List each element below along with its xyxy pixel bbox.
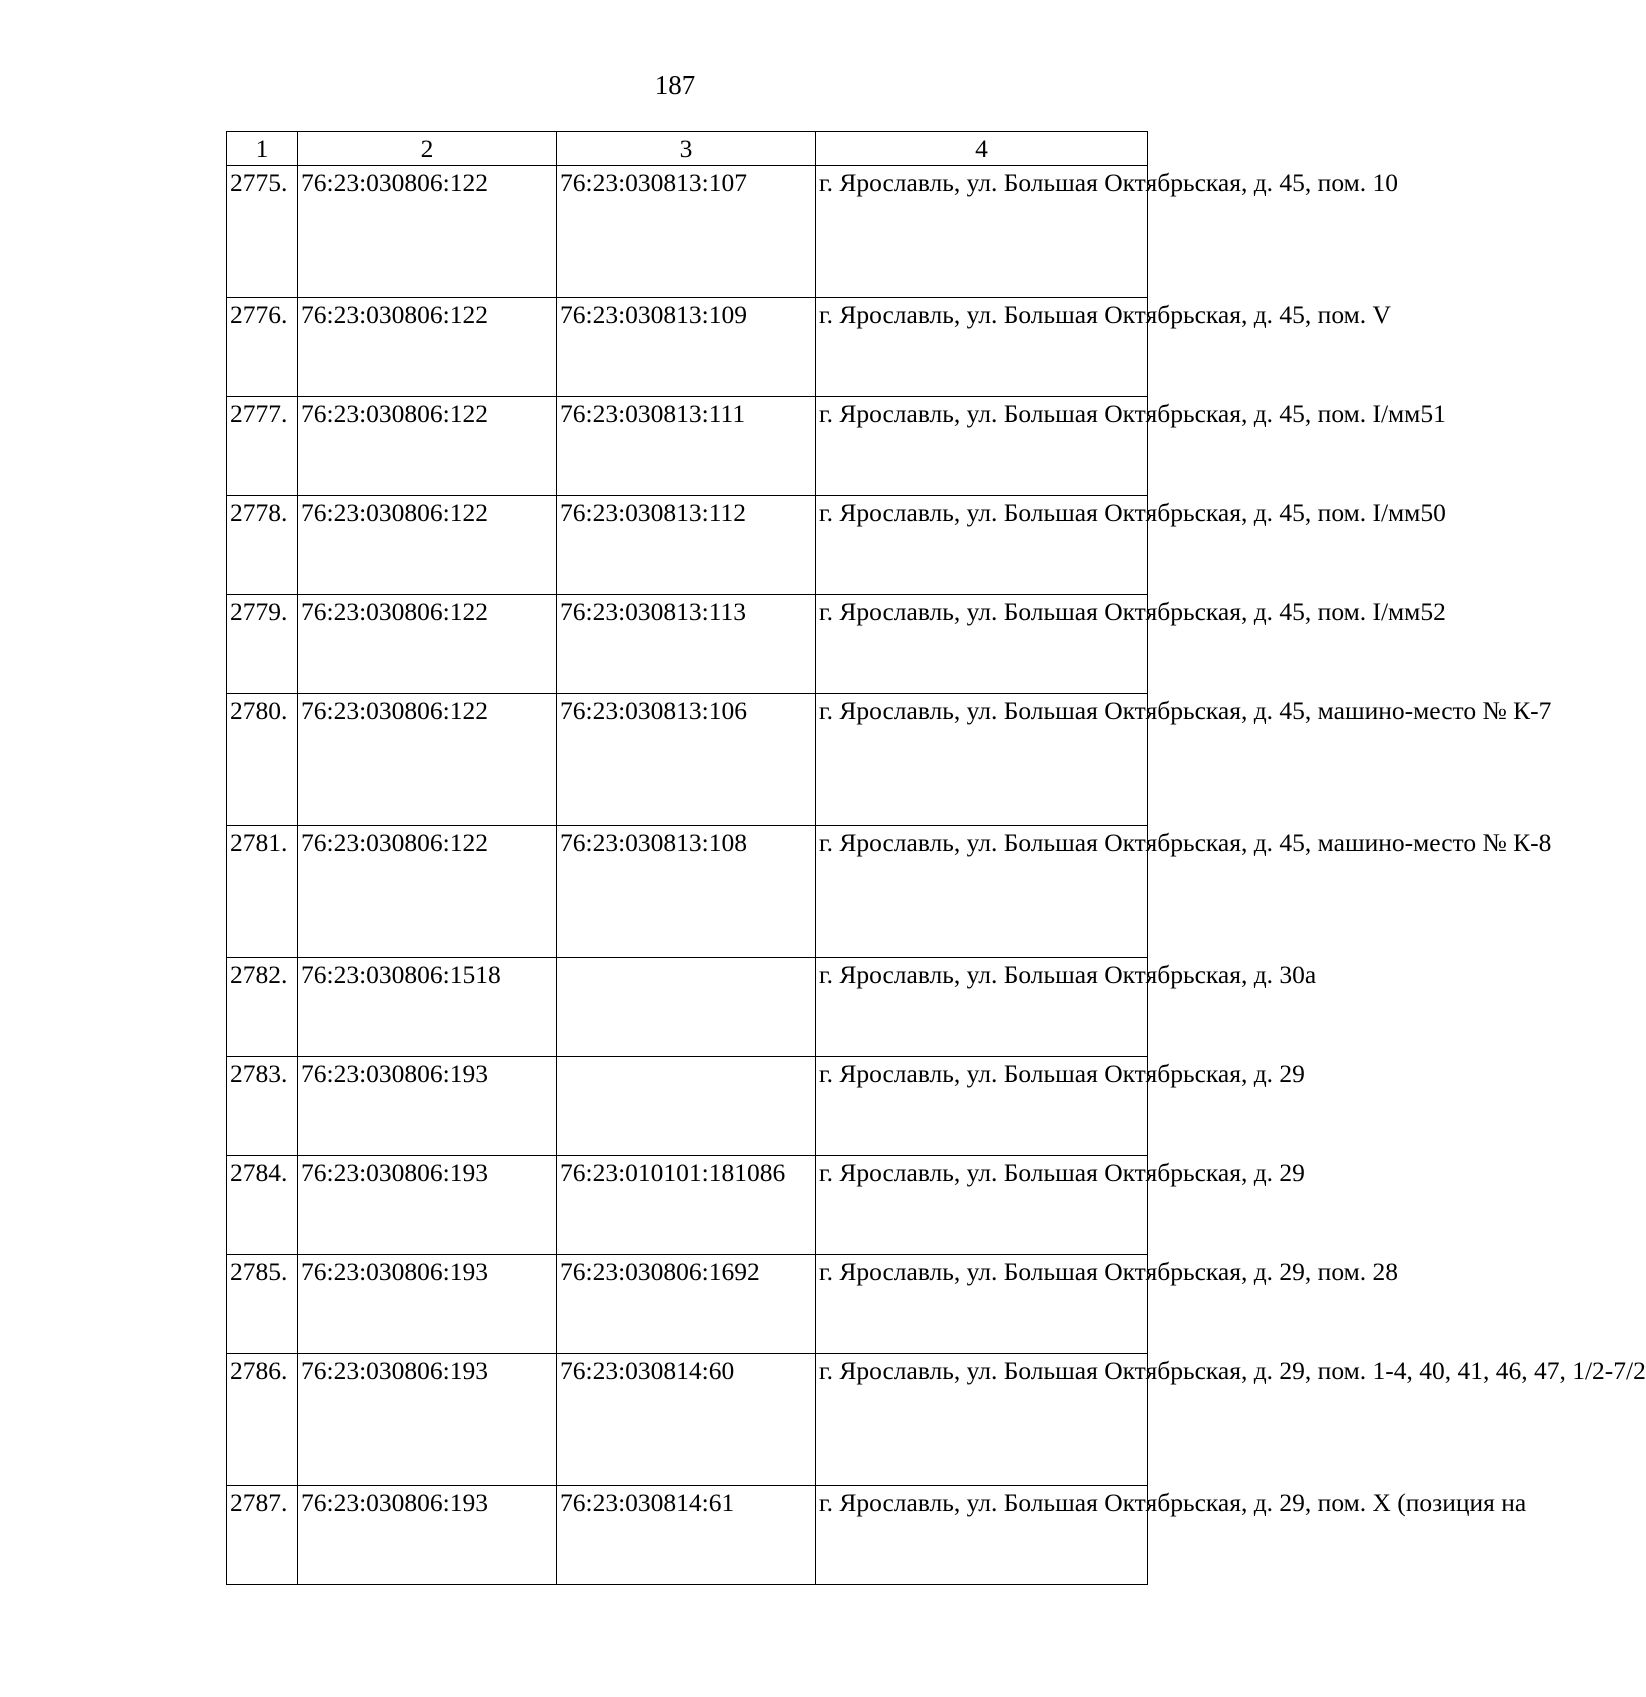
row-number: 2777. [227, 397, 298, 496]
table-row [227, 1156, 1148, 1255]
registry-table [226, 131, 1646, 1585]
cadastral-number-main: 76:23:030806:122 [298, 397, 557, 496]
table-row [227, 1057, 1148, 1156]
cadastral-number-object [557, 958, 816, 1057]
header-col-2: 2 [298, 132, 557, 166]
address: г. Ярославль, ул. Большая Октябрьская, д. 45, пом. I/мм51 [816, 397, 1148, 496]
table-row [227, 166, 1148, 298]
table-row [227, 496, 1148, 595]
address: г. Ярославль, ул. Большая Октябрьская, д. 45, машино-место № К-7 [816, 694, 1148, 826]
cadastral-number-main: 76:23:030806:193 [298, 1486, 557, 1585]
row-number: 2776. [227, 298, 298, 397]
row-number: 2787. [227, 1486, 298, 1585]
cadastral-number-main: 76:23:030806:122 [298, 694, 557, 826]
cadastral-number-object: 76:23:030813:112 [557, 496, 816, 595]
row-number: 2782. [227, 958, 298, 1057]
table-row [227, 694, 1148, 826]
row-number: 2778. [227, 496, 298, 595]
page-number: 187 [654, 70, 696, 100]
cadastral-number-main: 76:23:030806:122 [298, 595, 557, 694]
table-row [227, 298, 1148, 397]
table-row [227, 826, 1148, 958]
address: г. Ярославль, ул. Большая Октябрьская, д. 29 [816, 1057, 1148, 1156]
row-number: 2781. [227, 826, 298, 958]
cadastral-number-object: 76:23:030814:61 [557, 1486, 816, 1585]
header-col-3: 3 [557, 132, 816, 166]
cadastral-number-main: 76:23:030806:122 [298, 826, 557, 958]
address: г. Ярославль, ул. Большая Октябрьская, д. 29, пом. 28 [816, 1255, 1148, 1354]
row-number: 2780. [227, 694, 298, 826]
table-row [227, 1354, 1148, 1486]
address: г. Ярославль, ул. Большая Октябрьская, д. 45, пом. I/мм52 [816, 595, 1148, 694]
table-header-row [227, 132, 1148, 166]
address: г. Ярославль, ул. Большая Октябрьская, д. 29, пом. 1-4, 40, 41, 46, 47, 1/2-7/2 [816, 1354, 1148, 1486]
cadastral-number-object: 76:23:010101:181086 [557, 1156, 816, 1255]
cadastral-number-object: 76:23:030813:113 [557, 595, 816, 694]
cadastral-number-main: 76:23:030806:122 [298, 496, 557, 595]
address: г. Ярославль, ул. Большая Октябрьская, д. 45, пом. 10 [816, 166, 1148, 298]
cadastral-number-object: 76:23:030813:107 [557, 166, 816, 298]
cadastral-number-object: 76:23:030813:106 [557, 694, 816, 826]
cadastral-number-main: 76:23:030806:193 [298, 1354, 557, 1486]
header-col-1: 1 [227, 132, 298, 166]
table-row [227, 595, 1148, 694]
header-col-4: 4 [816, 132, 1148, 166]
row-number: 2783. [227, 1057, 298, 1156]
address: г. Ярославль, ул. Большая Октябрьская, д. 45, пом. I/мм50 [816, 496, 1148, 595]
cadastral-number-main: 76:23:030806:193 [298, 1156, 557, 1255]
table-row [227, 1255, 1148, 1354]
address: г. Ярославль, ул. Большая Октябрьская, д. 45, машино-место № К-8 [816, 826, 1148, 958]
table-row [227, 397, 1148, 496]
address: г. Ярославль, ул. Большая Октябрьская, д. 29 [816, 1156, 1148, 1255]
address: г. Ярославль, ул. Большая Октябрьская, д. 30а [816, 958, 1148, 1057]
cadastral-number-main: 76:23:030806:122 [298, 298, 557, 397]
row-number: 2785. [227, 1255, 298, 1354]
row-number: 2779. [227, 595, 298, 694]
table-row [227, 958, 1148, 1057]
cadastral-number-main: 76:23:030806:193 [298, 1255, 557, 1354]
cadastral-number-main: 76:23:030806:1518 [298, 958, 557, 1057]
address: г. Ярославль, ул. Большая Октябрьская, д. 45, пом. V [816, 298, 1148, 397]
cadastral-number-main: 76:23:030806:122 [298, 166, 557, 298]
row-number: 2786. [227, 1354, 298, 1486]
table-row [227, 1486, 1148, 1585]
cadastral-number-object: 76:23:030813:108 [557, 826, 816, 958]
cadastral-number-object: 76:23:030813:111 [557, 397, 816, 496]
address: г. Ярославль, ул. Большая Октябрьская, д. 29, пом. X (позиция на [816, 1486, 1148, 1585]
cadastral-number-object: 76:23:030813:109 [557, 298, 816, 397]
row-number: 2775. [227, 166, 298, 298]
cadastral-number-object [557, 1057, 816, 1156]
cadastral-number-object: 76:23:030806:1692 [557, 1255, 816, 1354]
cadastral-number-object: 76:23:030814:60 [557, 1354, 816, 1486]
cadastral-number-main: 76:23:030806:193 [298, 1057, 557, 1156]
row-number: 2784. [227, 1156, 298, 1255]
